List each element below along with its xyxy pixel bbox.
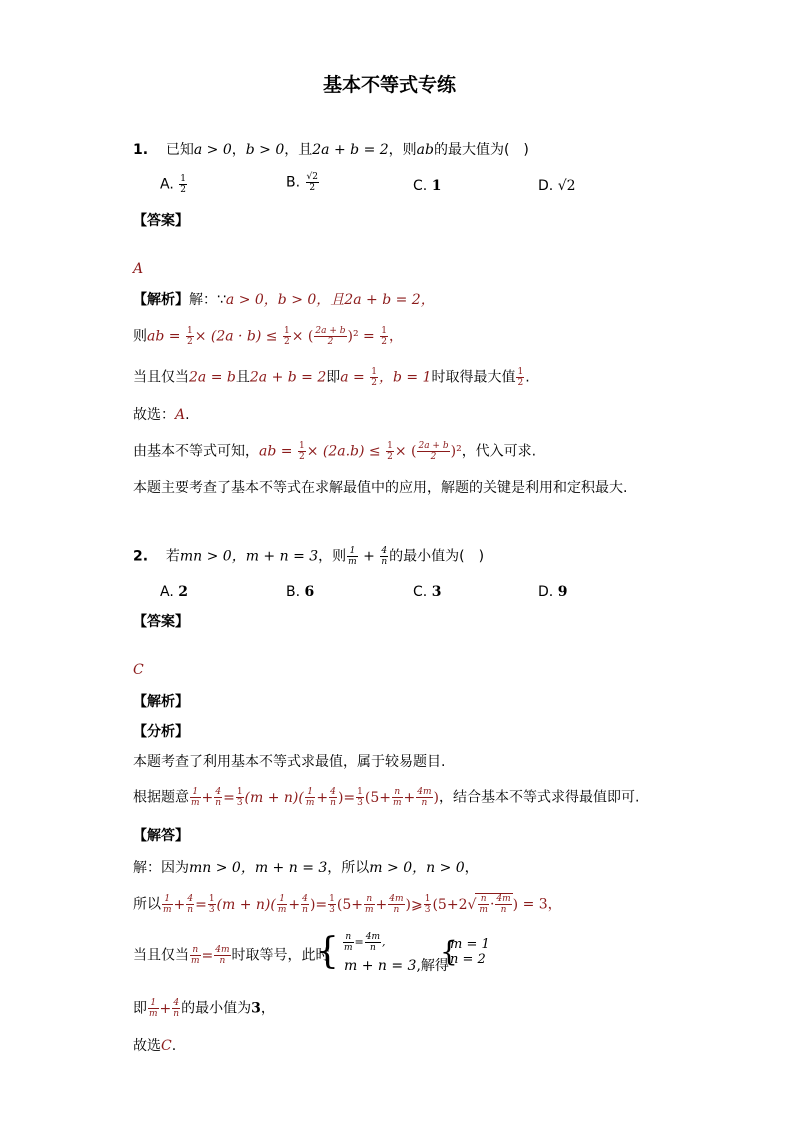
fenxi-text: 本题考查了利用基本不等式求最值，属于较易题目. bbox=[133, 754, 446, 770]
fraction: $\frac{1}{2}$ bbox=[387, 441, 393, 462]
analysis-text: 当且仅当 bbox=[133, 369, 189, 386]
analysis-text: 即 bbox=[133, 1000, 147, 1017]
analysis-math: = bbox=[164, 328, 185, 345]
fraction: $\frac{1}{2}$ bbox=[371, 367, 377, 388]
jd-line-1 bbox=[133, 858, 479, 878]
option-value: 3 bbox=[431, 584, 442, 600]
analysis-text: ，所以 bbox=[327, 860, 370, 876]
fraction: $\frac{2a + b}{2}$ bbox=[315, 326, 346, 347]
analysis-line-6: 本题主要考查了基本不等式在求解最值中的应用，解题的关键是利用和定积最大. bbox=[133, 480, 628, 496]
analysis-math: C bbox=[161, 1038, 172, 1054]
fraction: $\frac{1}{2}$ bbox=[381, 326, 387, 347]
analysis-text: . bbox=[171, 1038, 177, 1054]
analysis-math: $\frac{1}{m}$ + $\frac{4}{n}$ bbox=[149, 998, 180, 1019]
analysis-line-3 bbox=[133, 367, 530, 388]
analysis-math: mn > 0，m + n = 3 bbox=[189, 860, 328, 876]
fraction: $\frac{1}{2}$ bbox=[517, 367, 524, 388]
analysis-text: ， bbox=[260, 1000, 275, 1017]
option-b bbox=[286, 582, 314, 602]
analysis-text: 则 bbox=[133, 328, 147, 345]
fraction: $\frac{1}{2}$ bbox=[180, 174, 186, 195]
solution-1: m = 1 bbox=[450, 937, 490, 952]
option-label: C. bbox=[413, 178, 428, 194]
analysis-math: 2a + b = 2 bbox=[249, 369, 327, 386]
analysis-text: 所以 bbox=[133, 896, 161, 913]
option-a bbox=[160, 174, 188, 195]
analysis-text: 故选 bbox=[133, 1038, 161, 1054]
question-1-stem bbox=[133, 140, 529, 160]
stem-math: a > 0 bbox=[193, 142, 232, 158]
analysis-text: ， bbox=[464, 860, 479, 876]
option-a bbox=[160, 582, 188, 602]
analysis-math: × (2a.b) ≤ bbox=[306, 443, 386, 460]
analysis-text: 解：∵ bbox=[189, 292, 226, 308]
analysis-math: = 3， bbox=[518, 896, 562, 913]
analysis-math: )² bbox=[450, 443, 462, 460]
stem-math: ab bbox=[416, 142, 434, 158]
analysis-math: × ( bbox=[394, 443, 417, 460]
analysis-math: $\frac{1}{m}$ + $\frac{4}{n}$ = $\frac{1}{3}$ (m + n)( $\frac{1}{m}$ + $\frac{4}{n}$ )= $\frac{1}{3}$ (5+ $\frac{n}{m}$ + $\frac{4m}{n}$ ) bbox=[191, 787, 439, 808]
option-value: 2 bbox=[178, 584, 188, 600]
jd-line-2 bbox=[133, 893, 562, 915]
fraction: $\frac{1}{2}$ bbox=[284, 326, 290, 347]
solution-2: n = 2 bbox=[450, 952, 486, 967]
analysis-math: a > 0，b > 0，且2a + b = 2， bbox=[225, 292, 435, 308]
system-eq-2-text: m + n = 3 bbox=[344, 958, 417, 974]
question-2-stem bbox=[133, 546, 484, 567]
analysis-line-4 bbox=[133, 405, 190, 425]
analysis-math: 2a = b bbox=[189, 369, 236, 386]
option-d bbox=[538, 176, 576, 196]
answer-heading: 【答案】 bbox=[133, 614, 189, 630]
option-value: √2 bbox=[557, 178, 576, 194]
analysis-math: ， bbox=[388, 328, 403, 345]
analysis-heading: 【解析】 bbox=[133, 292, 189, 308]
fraction: $\frac{2a + b}{2}$ bbox=[418, 441, 449, 462]
analysis-text: . bbox=[525, 369, 530, 386]
jd-line-5 bbox=[133, 1036, 176, 1056]
analysis-text: 由基本不等式可知， bbox=[133, 443, 259, 460]
jieda-heading: 【解答】 bbox=[133, 828, 189, 844]
system-brace: { bbox=[316, 931, 339, 972]
solution-brace: { bbox=[440, 935, 458, 968]
analysis-text: 故选： bbox=[133, 407, 175, 423]
option-label: D. bbox=[538, 178, 554, 194]
stem-math: + bbox=[358, 548, 380, 565]
analysis-math: $\frac{n}{m}$ = $\frac{4m}{n}$ bbox=[191, 945, 230, 966]
analysis-text: 根据题意 bbox=[133, 789, 189, 806]
analysis-text: 解：因为 bbox=[133, 860, 189, 876]
jd-line-4 bbox=[133, 998, 275, 1019]
option-label: C. bbox=[413, 584, 428, 600]
option-label: D. bbox=[538, 584, 554, 600]
stem-text: ，则 bbox=[318, 548, 347, 565]
analysis-math: m > 0，n > 0 bbox=[369, 860, 465, 876]
option-d bbox=[538, 582, 567, 602]
stem-math: b > 0 bbox=[245, 142, 285, 158]
option-value: 6 bbox=[304, 584, 315, 600]
option-value: 9 bbox=[557, 584, 568, 600]
analysis-math: A bbox=[175, 407, 186, 423]
analysis-math: ，b = 1 bbox=[378, 369, 432, 386]
analysis-math: )² = bbox=[347, 328, 380, 345]
analysis-text: 且 bbox=[235, 369, 250, 386]
option-c bbox=[413, 582, 441, 602]
stem-text: 的最大值为( ) bbox=[433, 142, 529, 158]
stem-math: mn > 0，m + n = 3 bbox=[179, 548, 319, 565]
answer-heading: 【答案】 bbox=[133, 213, 189, 229]
question-number: 1. bbox=[133, 142, 149, 158]
system-eq-1: $\frac{n}{m}$ = $\frac{4m}{n}$ , bbox=[344, 932, 386, 953]
analysis-text: 即 bbox=[326, 369, 341, 386]
analysis-line-1 bbox=[133, 290, 435, 310]
option-label: B. bbox=[286, 584, 301, 600]
system-eq-2 bbox=[344, 956, 449, 976]
analysis-text: ，结合基本不等式求得最值即可. bbox=[439, 789, 640, 806]
analysis-math: ab = bbox=[259, 443, 297, 460]
analysis-math: × ( bbox=[291, 328, 314, 345]
analysis-math: $\frac{1}{m}$ + $\frac{4}{n}$ = $\frac{1}{3}$ (m + n)( $\frac{1}{m}$ + $\frac{4}{n}$ )= $\frac{1}{3}$ (5+ $\frac{n}{m}$ + $\frac{4m}{n}$ )⩾ $\frac{1}{3}$ (5+2√ $\frac{n}{m}$ · $\frac{4m}{n}$ ) bbox=[163, 894, 519, 915]
analysis-text: 时取等号，此时 bbox=[231, 947, 330, 964]
fraction: $\frac{1}{2}$ bbox=[298, 441, 305, 462]
stem-text: 的最小值为( ) bbox=[389, 548, 485, 565]
option-value: 1 bbox=[431, 178, 442, 194]
stem-text: ，则 bbox=[388, 142, 417, 158]
jd-line-3 bbox=[133, 945, 330, 966]
analysis-heading: 【解析】 bbox=[133, 694, 189, 710]
analysis-math: × (2a · b) ≤ bbox=[194, 328, 282, 345]
stem-text: ，且 bbox=[284, 142, 313, 158]
gj-line bbox=[133, 787, 639, 808]
analysis-text: 的最小值为 bbox=[181, 1000, 252, 1017]
analysis-line-2 bbox=[133, 326, 403, 347]
question-number: 2. bbox=[133, 548, 149, 565]
analysis-text: ，代入可求. bbox=[461, 443, 537, 460]
option-label: A. bbox=[160, 176, 174, 193]
option-label: B. bbox=[286, 174, 301, 191]
analysis-math: ab bbox=[147, 328, 165, 345]
option-label: A. bbox=[160, 584, 174, 600]
analysis-text: 时取得最大值 bbox=[431, 369, 516, 386]
fraction: $\frac{1}{2}$ bbox=[186, 326, 193, 347]
stem-text: 已知 bbox=[165, 142, 194, 158]
fraction: $\frac{1}{m}$ bbox=[348, 546, 357, 567]
fenxi-heading: 【分析】 bbox=[133, 724, 189, 740]
analysis-math: a = bbox=[340, 369, 370, 386]
page-title: 基本不等式专练 bbox=[323, 74, 457, 96]
option-c bbox=[413, 176, 441, 196]
stem-math: 2a + b = 2 bbox=[312, 142, 389, 158]
stem-text: ， bbox=[231, 142, 246, 158]
option-b bbox=[286, 172, 320, 193]
analysis-text: . bbox=[185, 407, 190, 423]
analysis-text: 当且仅当 bbox=[133, 947, 189, 964]
fraction: $\frac{4}{n}$ bbox=[381, 546, 388, 567]
stem-text: 若 bbox=[165, 548, 180, 565]
answer-value: A bbox=[133, 261, 144, 277]
analysis-line-5 bbox=[133, 441, 536, 462]
analysis-math: 3 bbox=[251, 1000, 261, 1017]
analysis-text: ,解得 bbox=[416, 958, 449, 974]
fraction: $\frac{√2}{2}$ bbox=[306, 172, 318, 193]
answer-value: C bbox=[133, 662, 144, 678]
